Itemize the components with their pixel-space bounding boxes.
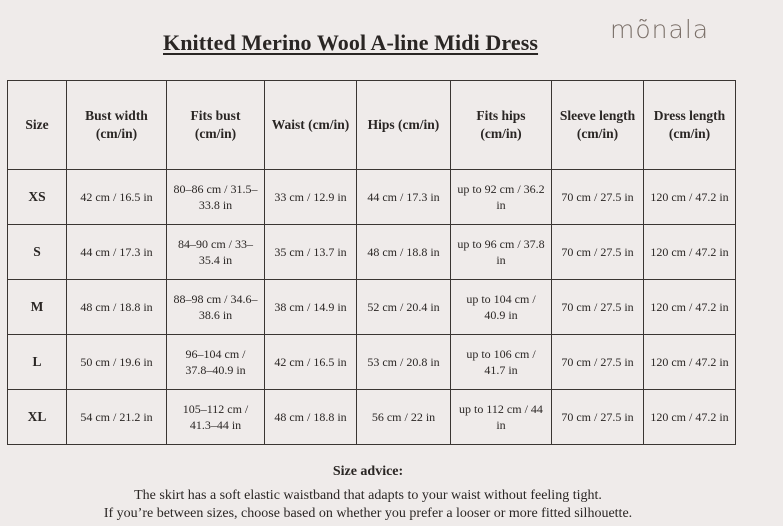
table-cell-size: S [8,225,67,280]
size-chart-table [7,80,736,445]
table-cell: 44 cm / 17.3 in [357,170,451,225]
table-cell: 120 cm / 47.2 in [644,170,736,225]
column-header: Hips (cm/in) [357,81,451,170]
column-header: Fits bust (cm/in) [167,81,265,170]
column-header: Fits hips (cm/in) [451,81,552,170]
table-cell: up to 112 cm / 44 in [451,390,552,445]
table-row [8,280,736,335]
brand-logo: mõnala [610,15,710,44]
table-cell: 48 cm / 18.8 in [357,225,451,280]
column-header: Bust width (cm/in) [67,81,167,170]
table-cell: 38 cm / 14.9 in [265,280,357,335]
table-cell: 120 cm / 47.2 in [644,280,736,335]
table-cell: 48 cm / 18.8 in [265,390,357,445]
table-cell: 70 cm / 27.5 in [552,170,644,225]
table-cell: 70 cm / 27.5 in [552,335,644,390]
table-cell: 70 cm / 27.5 in [552,225,644,280]
table-cell: up to 106 cm / 41.7 in [451,335,552,390]
table-cell-size: XS [8,170,67,225]
table-cell: 120 cm / 47.2 in [644,390,736,445]
table-cell: 53 cm / 20.8 in [357,335,451,390]
table-cell: 80–86 cm / 31.5–33.8 in [167,170,265,225]
table-cell: 105–112 cm / 41.3–44 in [167,390,265,445]
table-row [8,170,736,225]
table-cell: up to 92 cm / 36.2 in [451,170,552,225]
column-header: Size [8,81,67,170]
table-cell: 88–98 cm / 34.6–38.6 in [167,280,265,335]
table-cell: 120 cm / 47.2 in [644,225,736,280]
table-cell: 54 cm / 21.2 in [67,390,167,445]
table-row [8,390,736,445]
table-cell: 70 cm / 27.5 in [552,280,644,335]
table-cell: 52 cm / 20.4 in [357,280,451,335]
size-advice-text: The skirt has a soft elastic waistband that adapts to your waist without feeling tight. [134,488,602,503]
table-cell-size: M [8,280,67,335]
table-cell: 35 cm / 13.7 in [265,225,357,280]
table-cell: up to 104 cm / 40.9 in [451,280,552,335]
column-header: Dress length (cm/in) [644,81,736,170]
column-header: Sleeve length (cm/in) [552,81,644,170]
table-cell-size: XL [8,390,67,445]
table-cell: 120 cm / 47.2 in [644,335,736,390]
size-advice-text: If you’re between sizes, choose based on whether you prefer a looser or more fitted silhouette. [103,506,633,521]
table-cell: 48 cm / 18.8 in [67,280,167,335]
size-advice-heading: Size advice: [332,464,404,479]
table-cell: 33 cm / 12.9 in [265,170,357,225]
table-header-row [8,81,736,170]
table-row [8,335,736,390]
column-header: Waist (cm/in) [265,81,357,170]
table-cell: 56 cm / 22 in [357,390,451,445]
table-cell: 96–104 cm / 37.8–40.9 in [167,335,265,390]
page-title: Knitted Merino Wool A-line Midi Dress [163,30,539,55]
table-row [8,225,736,280]
table-cell: up to 96 cm / 37.8 in [451,225,552,280]
table-cell: 42 cm / 16.5 in [67,170,167,225]
table-cell-size: L [8,335,67,390]
table-cell: 44 cm / 17.3 in [67,225,167,280]
table-cell: 42 cm / 16.5 in [265,335,357,390]
table-cell: 70 cm / 27.5 in [552,390,644,445]
table-cell: 50 cm / 19.6 in [67,335,167,390]
table-cell: 84–90 cm / 33–35.4 in [167,225,265,280]
